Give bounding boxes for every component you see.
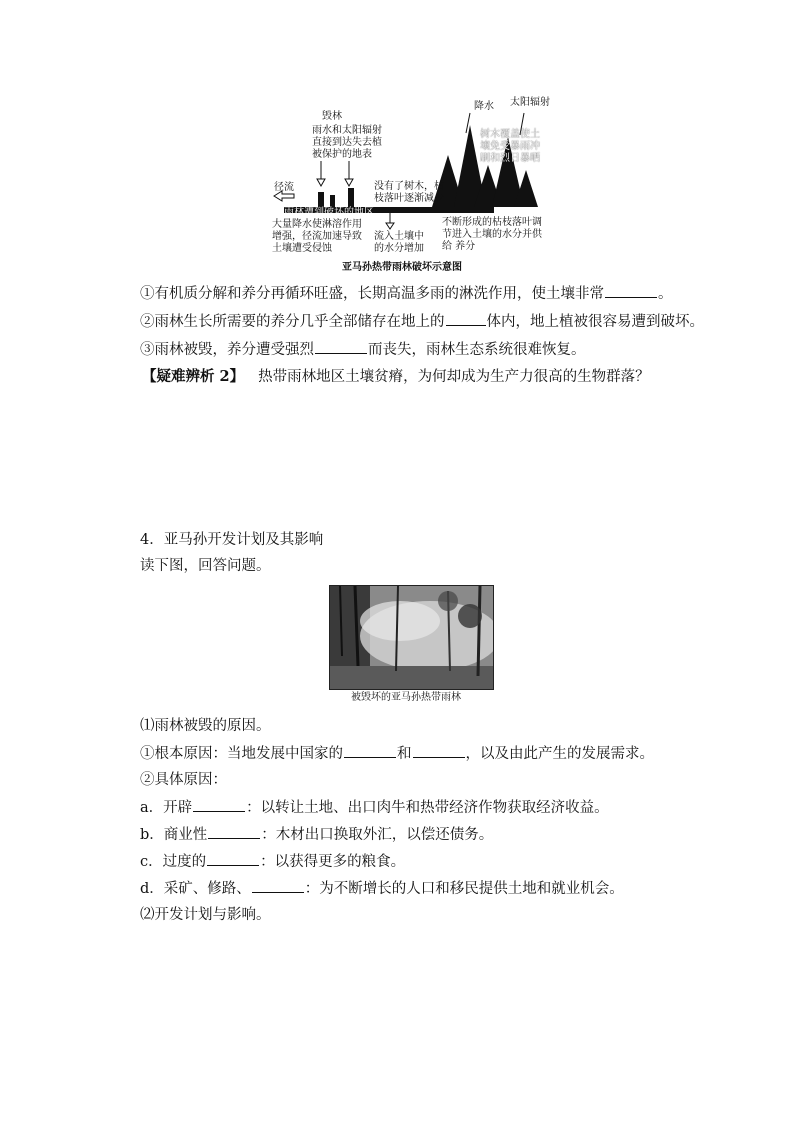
label-no-trees-2: 枝落叶逐渐减少: [374, 193, 444, 204]
label-leach-1: 大量降水使淋溶作用: [272, 219, 362, 230]
answer-blank[interactable]: [193, 797, 245, 812]
section4-title: 4．亚马孙开发计划及其影响: [140, 532, 324, 548]
answer-blank[interactable]: [446, 311, 486, 326]
analysis-tag: 【疑难辨析 2】: [142, 368, 245, 385]
stump: [330, 195, 335, 207]
rainforest-destruction-diagram: [270, 95, 560, 280]
answer-blank[interactable]: [252, 878, 304, 893]
label-runoff: 径流: [274, 182, 294, 193]
sub1: ⑴雨林被毁的原因。: [140, 718, 271, 734]
analysis-line: [142, 367, 650, 387]
answer-blank[interactable]: [315, 339, 367, 354]
answer-blank[interactable]: [413, 743, 465, 758]
label-leach-3: 土壤遭受侵蚀: [272, 243, 332, 254]
cause-b: b．商业性 ：木材出口换取外汇，以偿还债务。: [140, 824, 493, 845]
label-canopy-1: 树木覆盖使土: [480, 129, 540, 140]
q1-line1: ①有机质分解和养分再循环旺盛，长期高温多雨的淋洗作用，使土壤非常 。: [140, 283, 673, 304]
stump: [348, 188, 354, 207]
sub2: ⑵开发计划与影响。: [140, 907, 271, 923]
answer-blank[interactable]: [207, 851, 259, 866]
cause-d: d．采矿、修路、 ：为不断增长的人口和移民提供土地和就业机会。: [140, 878, 624, 899]
specific-causes: ②具体原因：: [140, 772, 227, 788]
label-destroyed-area: 雨林遭到破坏的地区: [284, 207, 374, 218]
destroyed-rainforest-photo: [329, 585, 494, 690]
q1-line2: ②雨林生长所需要的养分几乎全部储存在地上的 体内，地上植被很容易遭到破坏。: [140, 311, 704, 332]
answer-blank[interactable]: [344, 743, 396, 758]
label-rain-sun-2: 直接到达失去植: [312, 137, 382, 148]
answer-blank[interactable]: [605, 283, 657, 298]
label-canopy-3: 刷和烈日暴晒: [480, 153, 540, 164]
label-rain-sun-1: 雨水和太阳辐射: [312, 125, 382, 136]
label-sun: 太阳辐射: [510, 97, 550, 108]
label-rain-sun-3: 被保护的地表: [312, 149, 372, 160]
cause-a: a．开辟 ：以转让土地、出口肉牛和热带经济作物获取经济收益。: [140, 797, 609, 818]
label-litter-1: 不断形成的枯枝落叶调: [442, 217, 542, 228]
root-cause: ①根本原因：当地发展中国家的 和 ，以及由此产生的发展需求。: [140, 743, 654, 764]
label-leach-2: 增强，径流加速导致: [272, 231, 362, 242]
label-no-trees-1: 没有了树木，枯: [374, 181, 444, 192]
answer-blank[interactable]: [208, 824, 260, 839]
label-soil-water-1: 流入土壤中: [374, 231, 424, 242]
stump: [318, 192, 324, 207]
section4-instruction: 读下图，回答问题。: [140, 558, 271, 574]
diagram1-caption: 亚马孙热带雨林破坏示意图: [342, 262, 462, 273]
analysis-text: 热带雨林地区土壤贫瘠，为何却成为生产力很高的生物群落？: [258, 369, 650, 385]
label-soil-water-2: 的水分增加: [374, 243, 424, 254]
label-litter-3: 给 养分: [442, 241, 476, 252]
cause-c: c．过度的 ：以获得更多的粮食。: [140, 851, 405, 872]
photo-caption: 被毁坏的亚马孙热带雨林: [351, 692, 461, 703]
label-deforest: 毁林: [322, 111, 342, 122]
label-litter-2: 节进入土壤的水分并供: [442, 229, 542, 240]
label-precip: 降水: [474, 101, 494, 112]
q1-line3: ③雨林被毁，养分遭受强烈 而丧失，雨林生态系统很难恢复。: [140, 339, 586, 360]
label-canopy-2: 壤免受暴雨冲: [480, 141, 540, 152]
photo-rendering: [330, 586, 493, 689]
